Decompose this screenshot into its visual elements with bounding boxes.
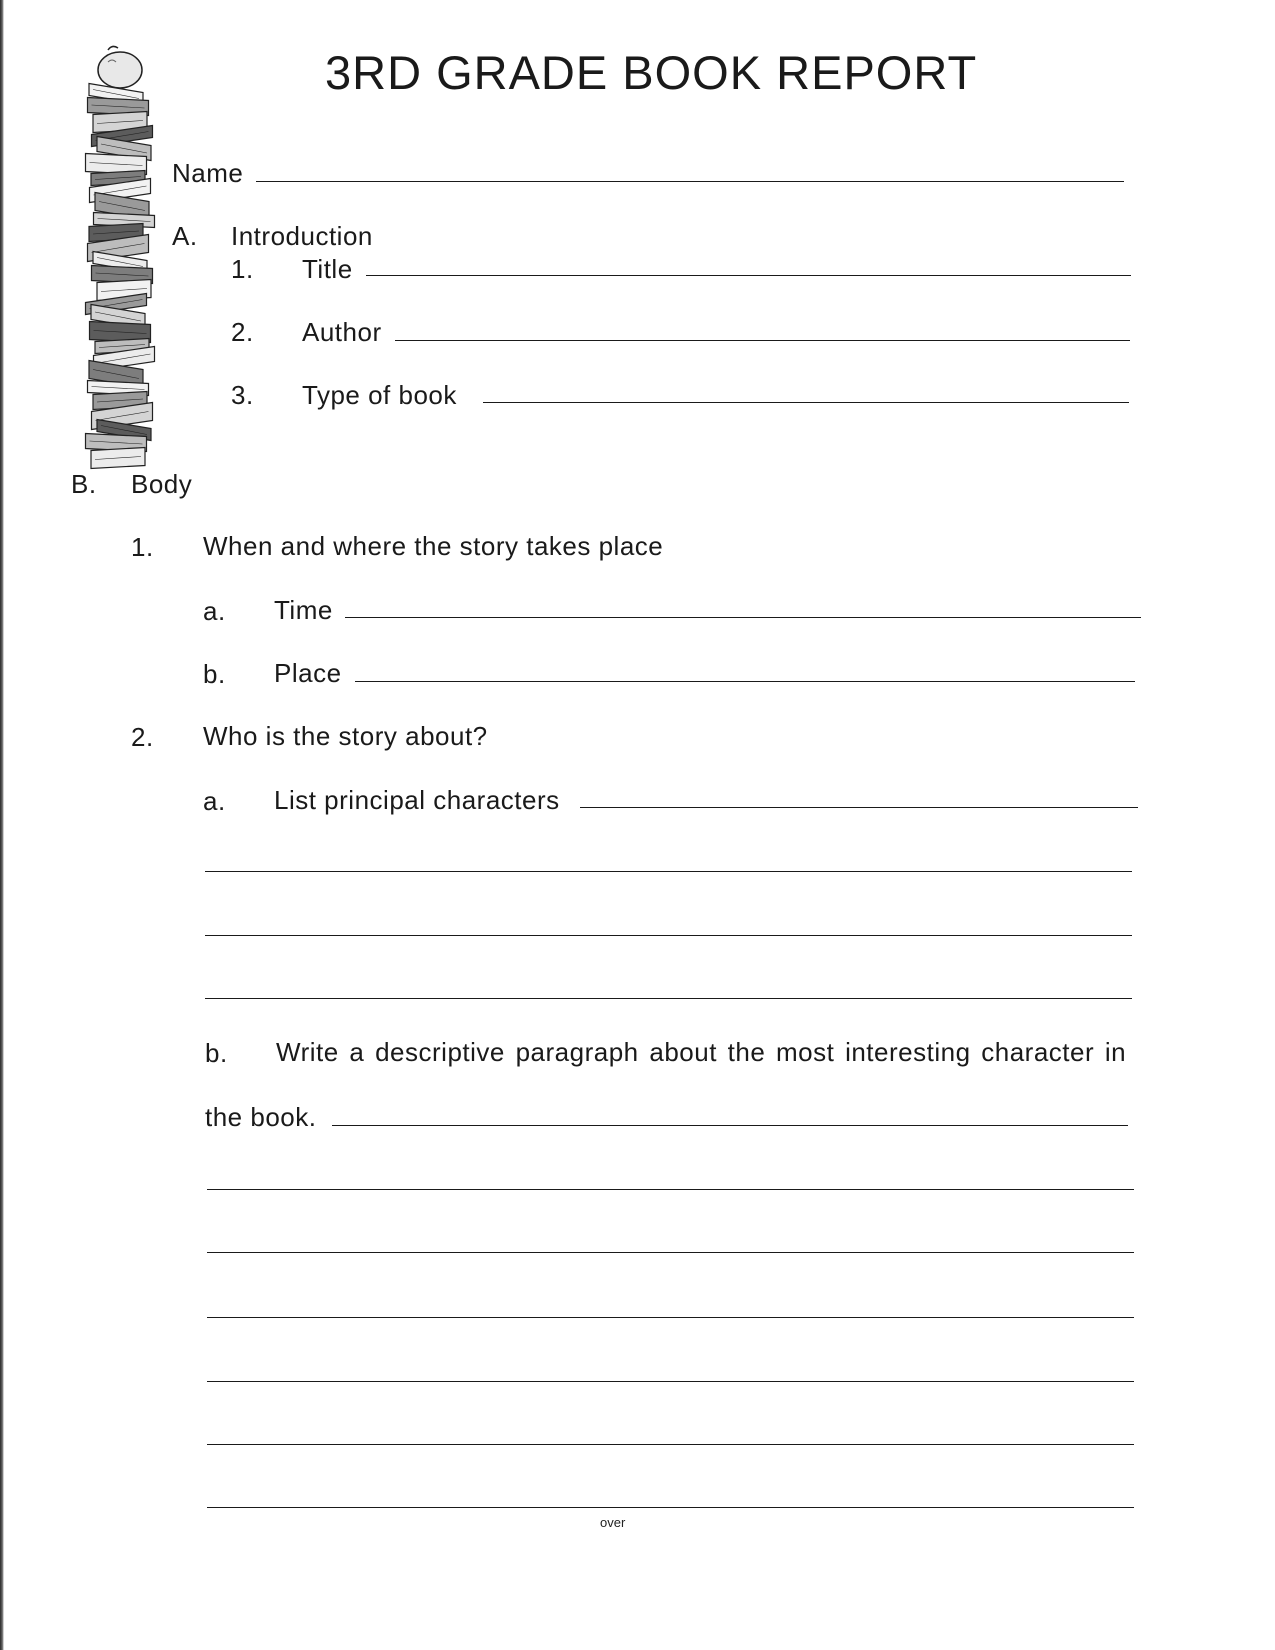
question-who: Who is the story about? xyxy=(203,721,488,751)
apple-icon xyxy=(98,46,142,88)
name-field-line[interactable] xyxy=(256,181,1124,182)
subitem-letter: b. xyxy=(203,659,226,689)
characters-answer-line[interactable] xyxy=(205,998,1132,999)
paragraph-answer-line[interactable] xyxy=(207,1381,1134,1382)
title-label: Title xyxy=(302,254,353,284)
paragraph-answer-line[interactable] xyxy=(207,1189,1134,1190)
time-label: Time xyxy=(274,595,333,625)
subitem-letter: b. xyxy=(205,1038,228,1068)
section-a-letter: A. xyxy=(172,221,198,251)
stack-of-books-with-apple-icon xyxy=(68,40,172,480)
item-number: 2. xyxy=(231,317,254,347)
principal-characters-label: List principal characters xyxy=(274,785,560,815)
section-a-heading: Introduction xyxy=(231,221,373,251)
page-title: 3RD GRADE BOOK REPORT xyxy=(325,46,978,99)
paragraph-answer-line[interactable] xyxy=(207,1507,1134,1508)
question-when-where: When and where the story takes place xyxy=(203,531,664,561)
section-b-letter: B. xyxy=(71,469,97,499)
type-of-book-label: Type of book xyxy=(302,380,457,410)
paragraph-answer-line[interactable] xyxy=(207,1252,1134,1253)
paragraph-prompt-continuation: the book. xyxy=(205,1102,317,1132)
title-field-line[interactable] xyxy=(366,275,1131,276)
author-field-line[interactable] xyxy=(395,340,1130,341)
footer-over: over xyxy=(600,1515,626,1530)
question-number: 2. xyxy=(131,722,154,752)
characters-answer-line[interactable] xyxy=(205,935,1132,936)
question-number: 1. xyxy=(131,532,154,562)
name-label: Name xyxy=(172,158,244,188)
item-number: 1. xyxy=(231,254,254,284)
subitem-letter: a. xyxy=(203,596,226,626)
place-label: Place xyxy=(274,658,342,688)
section-b-heading: Body xyxy=(131,469,193,499)
time-field-line[interactable] xyxy=(345,617,1141,618)
paragraph-prompt: Write a descriptive paragraph about the most interesting character in xyxy=(276,1037,1127,1067)
item-number: 3. xyxy=(231,380,254,410)
characters-field-line[interactable] xyxy=(580,807,1138,808)
paragraph-field-line[interactable] xyxy=(332,1125,1128,1126)
type-of-book-field-line[interactable] xyxy=(483,402,1129,403)
paragraph-answer-line[interactable] xyxy=(207,1317,1134,1318)
place-field-line[interactable] xyxy=(355,681,1135,682)
subitem-letter: a. xyxy=(203,786,226,816)
author-label: Author xyxy=(302,317,382,347)
scan-edge xyxy=(0,0,4,1650)
paragraph-answer-line[interactable] xyxy=(207,1444,1134,1445)
characters-answer-line[interactable] xyxy=(205,871,1132,872)
